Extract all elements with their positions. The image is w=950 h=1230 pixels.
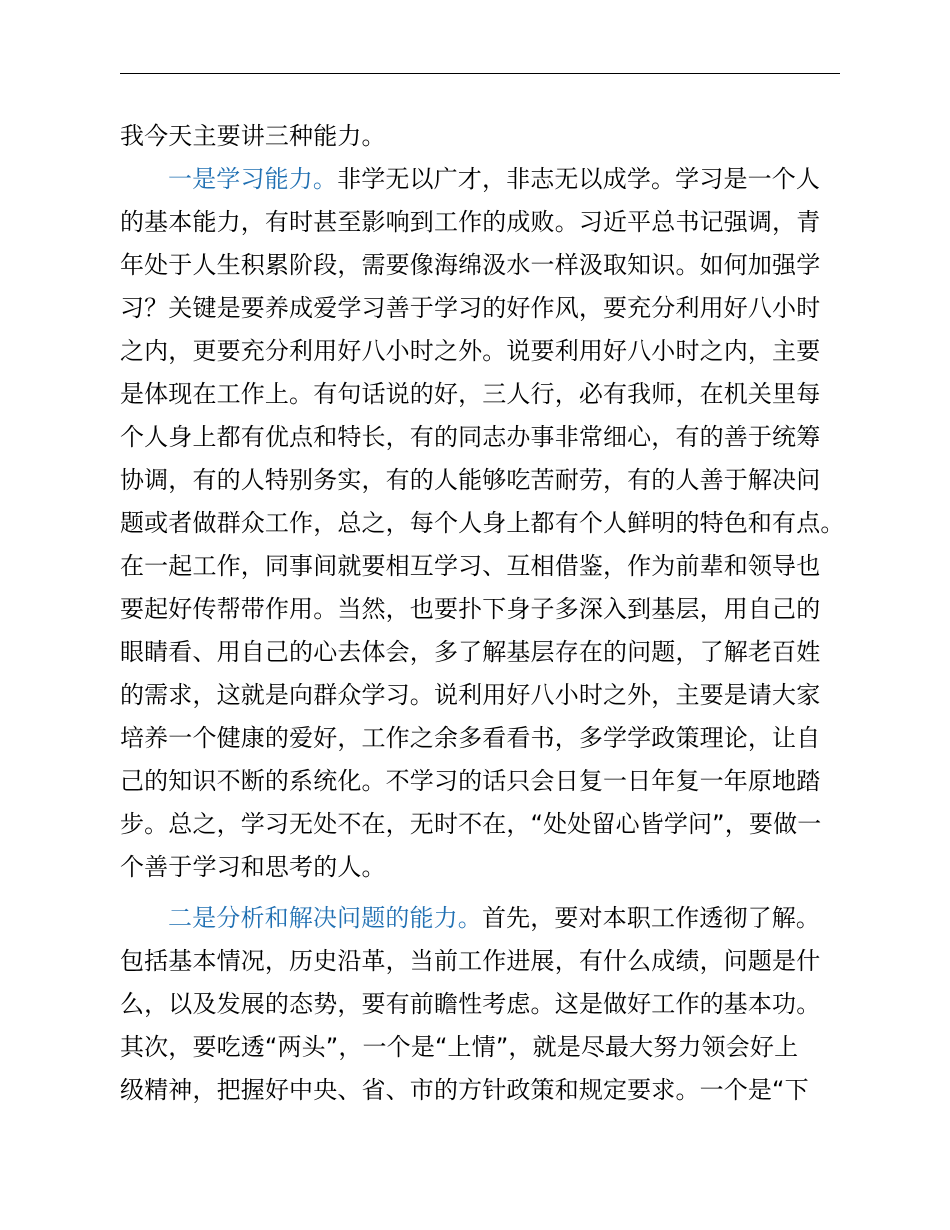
text-line: 步。总之，学习无处不在，无时不在，“处处留心皆学问”，要做一 [120, 810, 822, 838]
text-line: 题或者做群众工作，总之，每个人身上都有个人鲜明的特色和有点。 [120, 509, 845, 537]
text-line: 是体现在工作上。有句话说的好，三人行，必有我师，在机关里每 [120, 380, 821, 408]
text-line: 其次，要吃透“两头”，一个是“上情”，就是尽最大努力领会好上 [120, 1033, 799, 1061]
text-line: 么，以及发展的态势，要有前瞻性考虑。这是做好工作的基本功。 [120, 990, 821, 1018]
text-line: 要起好传帮带作用。当然，也要扑下身子多深入到基层，用自己的 [120, 595, 821, 623]
text-line: 级精神，把握好中央、省、市的方针政策和规定要求。一个是“下 [120, 1076, 809, 1104]
text-line: 个善于学习和思考的人。 [120, 853, 386, 881]
text-line: 在一起工作，同事间就要相互学习、互相借鉴，作为前辈和领导也 [120, 552, 821, 580]
text-line: 我今天主要讲三种能力。 [120, 122, 386, 150]
section-heading: 一是学习能力。 [168, 165, 338, 193]
text-line: 的基本能力，有时甚至影响到工作的成败。习近平总书记强调，青 [120, 208, 821, 236]
text-line: 包括基本情况，历史沿革，当前工作进展，有什么成绩，问题是什 [120, 947, 821, 975]
text-line: 培养一个健康的爱好，工作之余多看看书，多学学政策理论，让自 [120, 724, 821, 752]
header-rule [120, 73, 840, 74]
text-line: 眼睛看、用自己的心去体会，多了解基层存在的问题，了解老百姓 [120, 638, 821, 666]
text-line: 一是学习能力。非学无以广才，非志无以成学。学习是一个人 [168, 165, 821, 193]
text-line: 习？关键是要养成爱学习善于学习的好作风，要充分利用好八小时 [120, 294, 821, 322]
text-line: 己的知识不断的系统化。不学习的话只会日复一日年复一年原地踏 [120, 767, 821, 795]
section-heading: 二是分析和解决问题的能力。 [168, 904, 482, 932]
text-line: 之内，更要充分利用好八小时之外。说要利用好八小时之内，主要 [120, 337, 821, 365]
text-line: 协调，有的人特别务实，有的人能够吃苦耐劳，有的人善于解决问 [120, 466, 821, 494]
text-line: 的需求，这就是向群众学习。说利用好八小时之外，主要是请大家 [120, 681, 821, 709]
text-line: 个人身上都有优点和特长，有的同志办事非常细心，有的善于统筹 [120, 423, 821, 451]
text-line: 年处于人生积累阶段，需要像海绵汲水一样汲取知识。如何加强学 [120, 251, 821, 279]
text-line: 二是分析和解决问题的能力。首先，要对本职工作透彻了解。 [168, 904, 821, 932]
